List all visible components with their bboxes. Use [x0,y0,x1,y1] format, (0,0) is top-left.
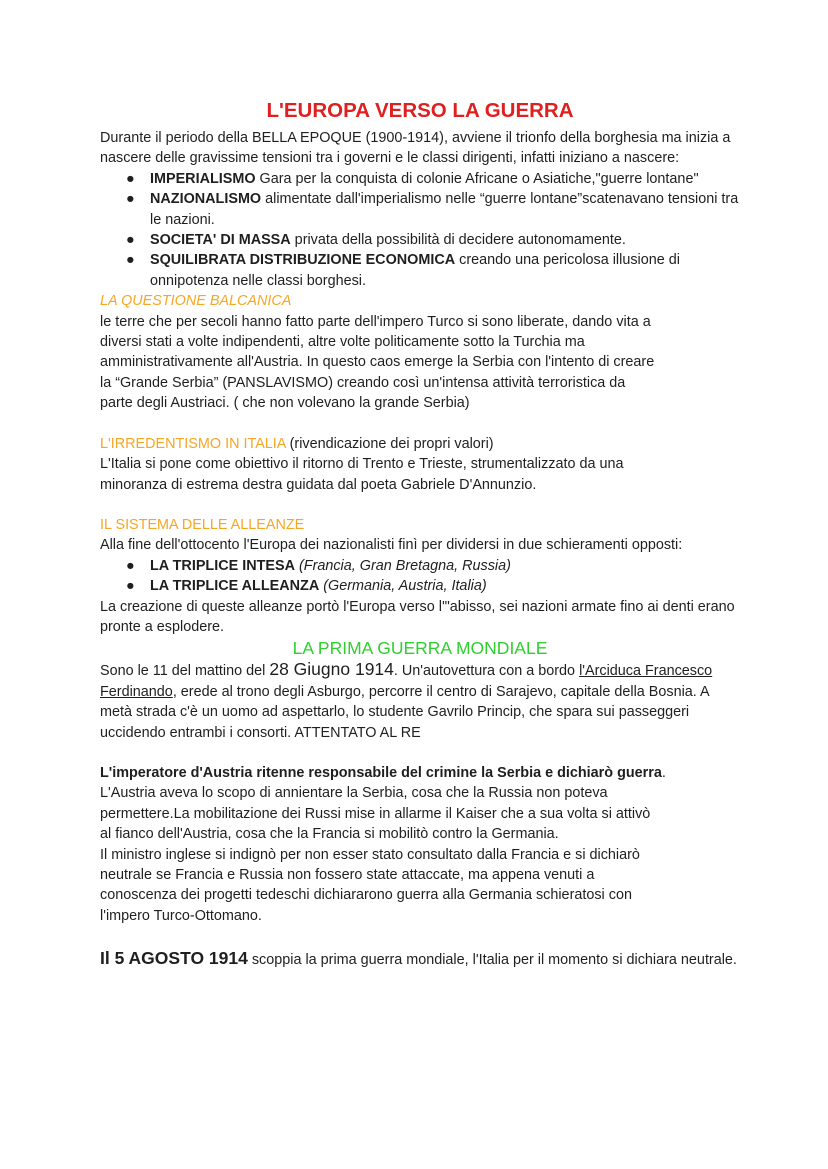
sarajevo-paragraph [100,659,740,743]
list-item [126,230,740,250]
agosto-text: scoppia la prima guerra mondiale, l'Italia per il momento si dichiara neutrale. [247,952,737,969]
section-heading-prima-guerra: LA PRIMA GUERRA MONDIALE [292,638,548,659]
tensions-list [100,169,740,291]
bullet-icon: ● [126,557,135,574]
alleanze-intro: Alla fine dell'ottocento l'Europa dei nazionalisti finì per dividersi in due schieramenti opposti: [100,537,683,554]
bullet-icon: ● [126,252,135,269]
alleanze-heading: IL SISTEMA DELLE ALLEANZE [100,516,305,533]
agosto-paragraph [100,946,740,972]
list-item-term: NAZIONALISMO [150,191,262,208]
alleanze-list [100,556,740,597]
intro-paragraph: Durante il periodo della BELLA EPOQUE (1900-1914), avviene il trionfo della borghesia ma inizia a nascere delle gravissime tensioni tra i governi e le classi dirigenti, infatti iniziano a nascere: [100,130,731,167]
irredentismo-heading-line [100,434,740,454]
text-span: . Un'autovettura con a bordo [393,663,580,680]
bullet-icon: ● [126,578,135,595]
list-item-term: LA TRIPLICE ALLEANZA [150,578,320,595]
list-item-text: creando una pericolosa illusione di onnipotenza nelle classi borghesi. [150,252,680,289]
text-span: , erede al trono degli Asburgo, percorre il centro di Sarajevo, capitale della Bosnia. A metà strada c'è un uomo ad aspettarlo, lo studente Gavrilo Princip, che spara sui passeggeri uccidendo entrambi i consorti. ATTENTATO AL RE [100,683,709,741]
dichiarazione-bold: L'imperatore d'Austria ritenne responsabile del crimine la Serbia e dichiarò guerra [100,764,662,781]
list-item-term: SOCIETA' DI MASSA [150,232,291,249]
document-content [100,98,740,972]
dichiarazione-text: L'Austria aveva lo scopo di annientare la Serbia, cosa che la Russia non poteva permettere.La mobilitazione dei Russi mise in allarme il Kaiser che a sua volta si attivò al fianco dell'Austria, cosa che la Francia si mobilitò contro la Germania. [100,785,651,843]
bullet-icon: ● [126,170,135,187]
balcanica-text: le terre che per secoli hanno fatto parte dell'impero Turco si sono liberate, dando vita a diversi stati a volte indipendenti, altre volte politicamente sotto la Turchia ma amministrativamente all'Austria. In questo caos emerge la Serbia con l'intento di creare la “Grande Serbia” (PANSLAVISMO) creando così un'intensa attività terroristica da parte degli Austriaci. ( che non volevano la grande Serbia) [100,313,655,412]
agosto-date: Il 5 AGOSTO 1914 [100,948,248,969]
list-item-text: (Germania, Austria, Italia) [319,578,487,595]
bullet-icon: ● [126,191,135,208]
list-item [126,576,740,596]
irredentismo-heading: L'IRREDENTISMO IN ITALIA [100,435,286,452]
date-highlight: 28 Giugno 1914 [269,659,394,680]
irredentismo-text: L'Italia si pone come obiettivo il ritorno di Trento e Trieste, strumentalizzato da una minoranza di estrema destra guidata dal poeta Gabriele D'Annunzio. [100,456,624,493]
list-item-term: SQUILIBRATA DISTRIBUZIONE ECONOMICA [150,252,456,269]
dichiarazione-paragraph: L'imperatore d'Austria ritenne responsabile del crimine la Serbia e dichiarò guerra. L'Austria aveva lo scopo di annientare la Serbia, cosa che la Russia non poteva permettere.La mobilitazione dei Russi mise in allarme il Kaiser che a sua volta si attivò al fianco dell'Austria, cosa che la Francia si mobilitò contro la Germania. [100,763,740,845]
balcanica-heading: LA QUESTIONE BALCANICA [100,293,292,310]
list-item-term: LA TRIPLICE INTESA [150,557,295,574]
list-item-text: alimentate dall'imperialismo nelle “guerre lontane”scatenavano tensioni tra le nazioni. [150,191,739,228]
list-item-term: IMPERIALISMO [150,170,256,187]
list-item-text: Gara per la conquista di colonie Africane o Asiatiche,"guerre lontane" [255,170,699,187]
page-title: L'EUROPA VERSO LA GUERRA [266,99,574,122]
list-item-text: (Francia, Gran Bretagna, Russia) [294,557,511,574]
bullet-icon: ● [126,232,135,249]
irredentismo-heading-suffix: (rivendicazione dei propri valori) [285,435,494,452]
arciduca-link[interactable]: l'Arciduca Francesco Ferdinando [100,663,713,700]
list-item [126,556,740,576]
text-span: Sono le 11 del mattino del [100,663,270,680]
list-item-text: privata della possibilità di decidere autonomamente. [290,232,626,249]
list-item [126,189,740,230]
list-item [126,169,740,189]
ministro-paragraph: Il ministro inglese si indignò per non esser stato consultato dalla Francia e si dichiarò neutrale se Francia e Russia non fossero state attaccate, ma appena venuti a conoscenza dei progetti tedeschi dichiararono guerra alla Germania schieratosi con l'impero Turco-Ottomano. [100,846,640,924]
list-item [126,250,740,291]
alleanze-outro: La creazione di queste alleanze portò l'Europa verso l'"abisso, sei nazioni armate fino ai denti erano pronte a esplodere. [100,598,735,635]
